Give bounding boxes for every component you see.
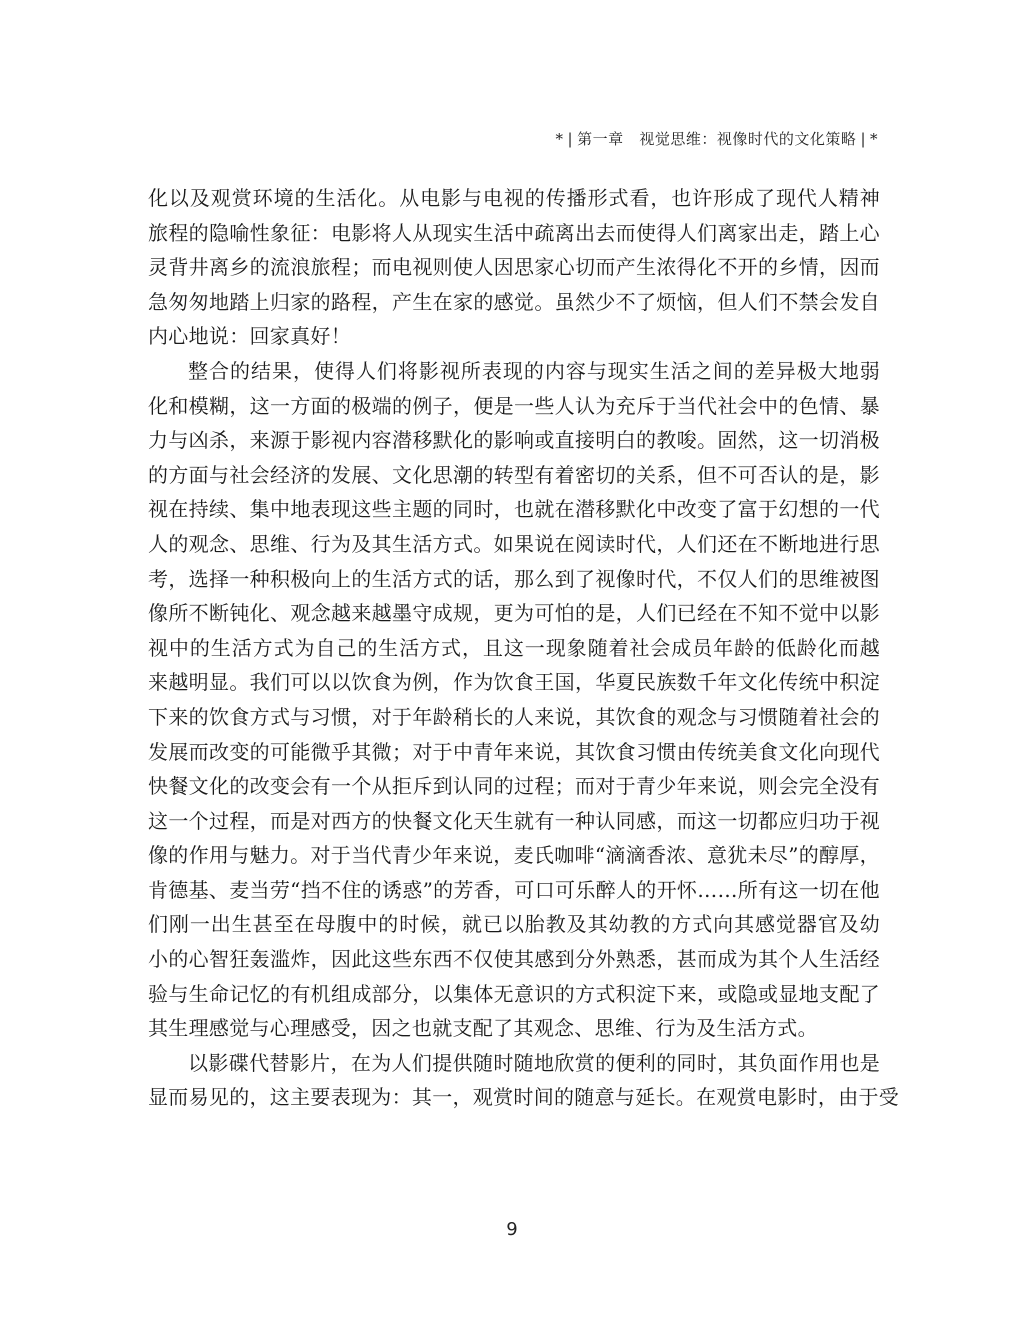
text-line: 显而易见的，这主要表现为：其一，观赏时间的随意与延长。在观赏电影时，由于受	[148, 1085, 900, 1110]
text-line: 考，选择一种积极向上的生活方式的话，那么到了视像时代，不仅人们的思维被图	[148, 566, 880, 591]
text-line: 整合的结果，使得人们将影视所表现的内容与现实生活之间的差异极大地弱	[188, 358, 880, 383]
body-text	[148, 181, 900, 1115]
text-line: 像所不断钝化、观念越来越墨守成规，更为可怕的是，人们已经在不知不觉中以影	[148, 601, 880, 626]
text-line: 们刚一出生甚至在母腹中的时候，就已以胎教及其幼教的方式向其感觉器官及幼	[148, 912, 880, 937]
text-line: 来越明显。我们可以以饮食为例，作为饮食王国，华夏民族数千年文化传统中积淀	[148, 670, 880, 695]
text-line: 视在持续、集中地表现这些主题的同时，也就在潜移默化中改变了富于幻想的一代	[148, 497, 880, 522]
header-chapter: 第一章	[577, 130, 624, 148]
text-line: 像的作用与魅力。对于当代青少年来说，麦氏咖啡“滴滴香浓、意犹未尽”的醇厚，	[148, 843, 880, 868]
text-line: 的方面与社会经济的发展、文化思潮的转型有着密切的关系，但不可否认的是，影	[148, 462, 880, 487]
text-line: 这一个过程，而是对西方的快餐文化天生就有一种认同感，而这一切都应归功于视	[148, 808, 880, 833]
text-line: 其生理感觉与心理感受，因之也就支配了其观念、思维、行为及生活方式。	[148, 1016, 818, 1041]
text-line: 内心地说：回家真好！	[148, 324, 351, 349]
text-line: 力与凶杀，来源于影视内容潜移默化的影响或直接明白的教唆。固然，这一切消极	[148, 428, 880, 453]
text-line: 小的心智狂轰滥炸，因此这些东西不仅使其感到分外熟悉，甚而成为其个人生活经	[148, 947, 880, 972]
header-divider: |	[860, 130, 866, 148]
text-line: 化以及观赏环境的生活化。从电影与电视的传播形式看，也许形成了现代人精神	[148, 186, 880, 210]
text-line: 人的观念、思维、行为及其生活方式。如果说在阅读时代，人们还在不断地进行思	[148, 531, 880, 556]
text-line: 发展而改变的可能微乎其微；对于中青年来说，其饮食习惯由传统美食文化向现代	[148, 739, 880, 764]
text-line: 化和模糊，这一方面的极端的例子，便是一些人认为充斥于当代社会中的色情、暴	[148, 393, 880, 418]
page-number: 9	[506, 1219, 518, 1240]
header-left-mark: *	[555, 130, 564, 148]
running-header	[556, 128, 878, 149]
text-line: 视中的生活方式为自己的生活方式，且这一现象随着社会成员年龄的低龄化而越	[148, 635, 880, 660]
header-title: 视觉思维：视像时代的文化策略	[639, 130, 857, 148]
header-right-mark: *	[870, 130, 878, 148]
text-line: 旅程的隐喻性象征：电影将人从现实生活中疏离出去而使得人们离家出走，踏上心	[148, 220, 880, 245]
text-line: 以影碟代替影片，在为人们提供随时随地欣赏的便利的同时，其负面作用也是	[188, 1050, 880, 1075]
text-line: 急匆匆地踏上归家的路程，产生在家的感觉。虽然少不了烦恼，但人们不禁会发自	[148, 289, 880, 314]
text-line: 灵背井离乡的流浪旅程；而电视则使人因思家心切而产生浓得化不开的乡情，因而	[148, 255, 880, 280]
text-line: 下来的饮食方式与习惯，对于年龄稍长的人来说，其饮食的观念与习惯随着社会的	[148, 704, 880, 729]
text-line: 肯德基、麦当劳“挡不住的诱惑”的芳香，可口可乐醉人的开怀……所有这一切在他	[148, 877, 880, 902]
text-line: 验与生命记忆的有机组成部分，以集体无意识的方式积淀下来，或隐或显地支配了	[148, 981, 880, 1006]
header-divider: |	[567, 130, 574, 148]
text-line: 快餐文化的改变会有一个从拒斥到认同的过程；而对于青少年来说，则会完全没有	[148, 774, 880, 799]
